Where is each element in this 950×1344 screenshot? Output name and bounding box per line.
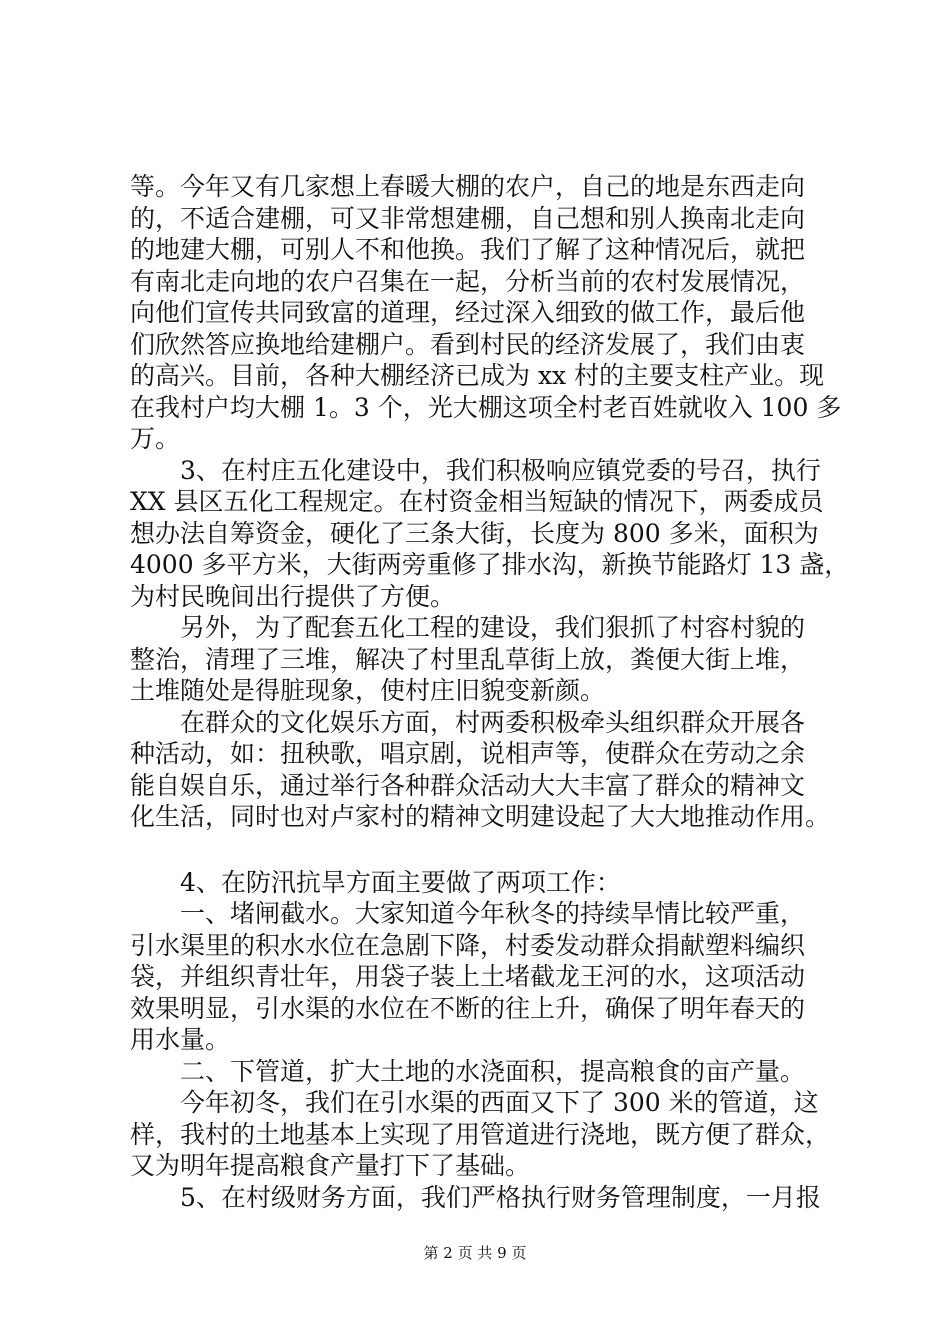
text-line: 向他们宣传共同致富的道理，经过深入细致的做工作，最后他 [130,298,806,327]
text-line: 的高兴。目前，各种大棚经济已成为 xx 村的主要支柱产业。现 [130,361,825,390]
text-line: 整治，清理了三堆，解决了村里乱草街上放，粪便大街上堆， [130,644,806,674]
text-line: 土堆随处是得脏现象，使村庄旧貌变新颜。 [130,676,606,705]
text-line: 化生活，同时也对卢家村的精神文明建设起了大大地推动作用。 [130,802,831,831]
text-line: 样，我村的土地基本上实现了用管道进行浇地，既方便了群众， [130,1119,831,1149]
text-line: 效果明显，引水渠的水位在不断的往上升，确保了明年春天的 [130,993,806,1023]
paragraph-first-line: 4、在防汛抗旱方面主要做了两项工作： [180,867,621,897]
text-line: 能自娱自乐，通过举行各种群众活动大大丰富了群众的精神文 [130,770,806,800]
text-line: 种活动，如：扭秧歌，唱京剧，说相声等，使群众在劳动之余 [130,739,806,768]
text-line: 有南北走向地的农户召集在一起，分析当前的农村发展情况， [130,266,806,296]
text-line: 等。今年又有几家想上春暖大棚的农户，自己的地是东西走向 [130,172,806,201]
text-line: 万。 [130,424,181,453]
text-line: 的地建大棚，可别人不和他换。我们了解了这种情况后，就把 [130,235,806,264]
paragraph-first-line: 二、下管道，扩大土地的水浇面积，提高粮食的亩产量。 [180,1056,806,1086]
text-line: 为村民晚间出行提供了方便。 [130,581,456,611]
text-line: 引水渠里的积水水位在急剧下降，村委发动群众捐献塑料编织 [130,930,806,960]
text-line: XX 县区五化工程规定。在村资金相当短缺的情况下，两委成员 [130,487,824,516]
text-line: 袋，并组织青壮年，用袋子装上土堵截龙王河的水，这项活动 [130,962,806,991]
text-line: 用水量。 [130,1025,231,1054]
text-line: 在我村户均大棚 1。3 个，光大棚这项全村老百姓就收入 100 多 [130,392,842,422]
text-line: 4000 多平方米，大街两旁重修了排水沟，新换节能路灯 13 盏， [130,550,850,579]
text-line: 们欣然答应换地给建棚户。看到村民的经济发展了，我们由衷 [130,329,806,359]
paragraph-first-line: 一、堵闸截水。大家知道今年秋冬的持续旱情比较严重， [180,899,806,928]
text-line: 的，不适合建棚，可又非常想建棚，自己想和别人换南北走向 [130,203,806,233]
page-number: 第 2 页 共 9 页 [423,1244,527,1262]
text-line: 想办法自筹资金，硬化了三条大街，长度为 800 多米，面积为 [130,518,819,548]
paragraph-first-line: 今年初冬，我们在引水渠的西面又下了 300 米的管道，这 [180,1088,819,1117]
paragraph-first-line: 3、在村庄五化建设中，我们积极响应镇党委的号召，执行 [180,455,821,485]
paragraph-first-line: 另外，为了配套五化工程的建设，我们狠抓了村容村貌的 [180,613,806,642]
text-line: 又为明年提高粮食产量打下了基础。 [130,1151,531,1180]
paragraph-first-line: 5、在村级财务方面，我们严格执行财务管理制度，一月报 [180,1182,821,1212]
paragraph-first-line: 在群众的文化娱乐方面，村两委积极牵头组织群众开展各 [180,707,806,737]
